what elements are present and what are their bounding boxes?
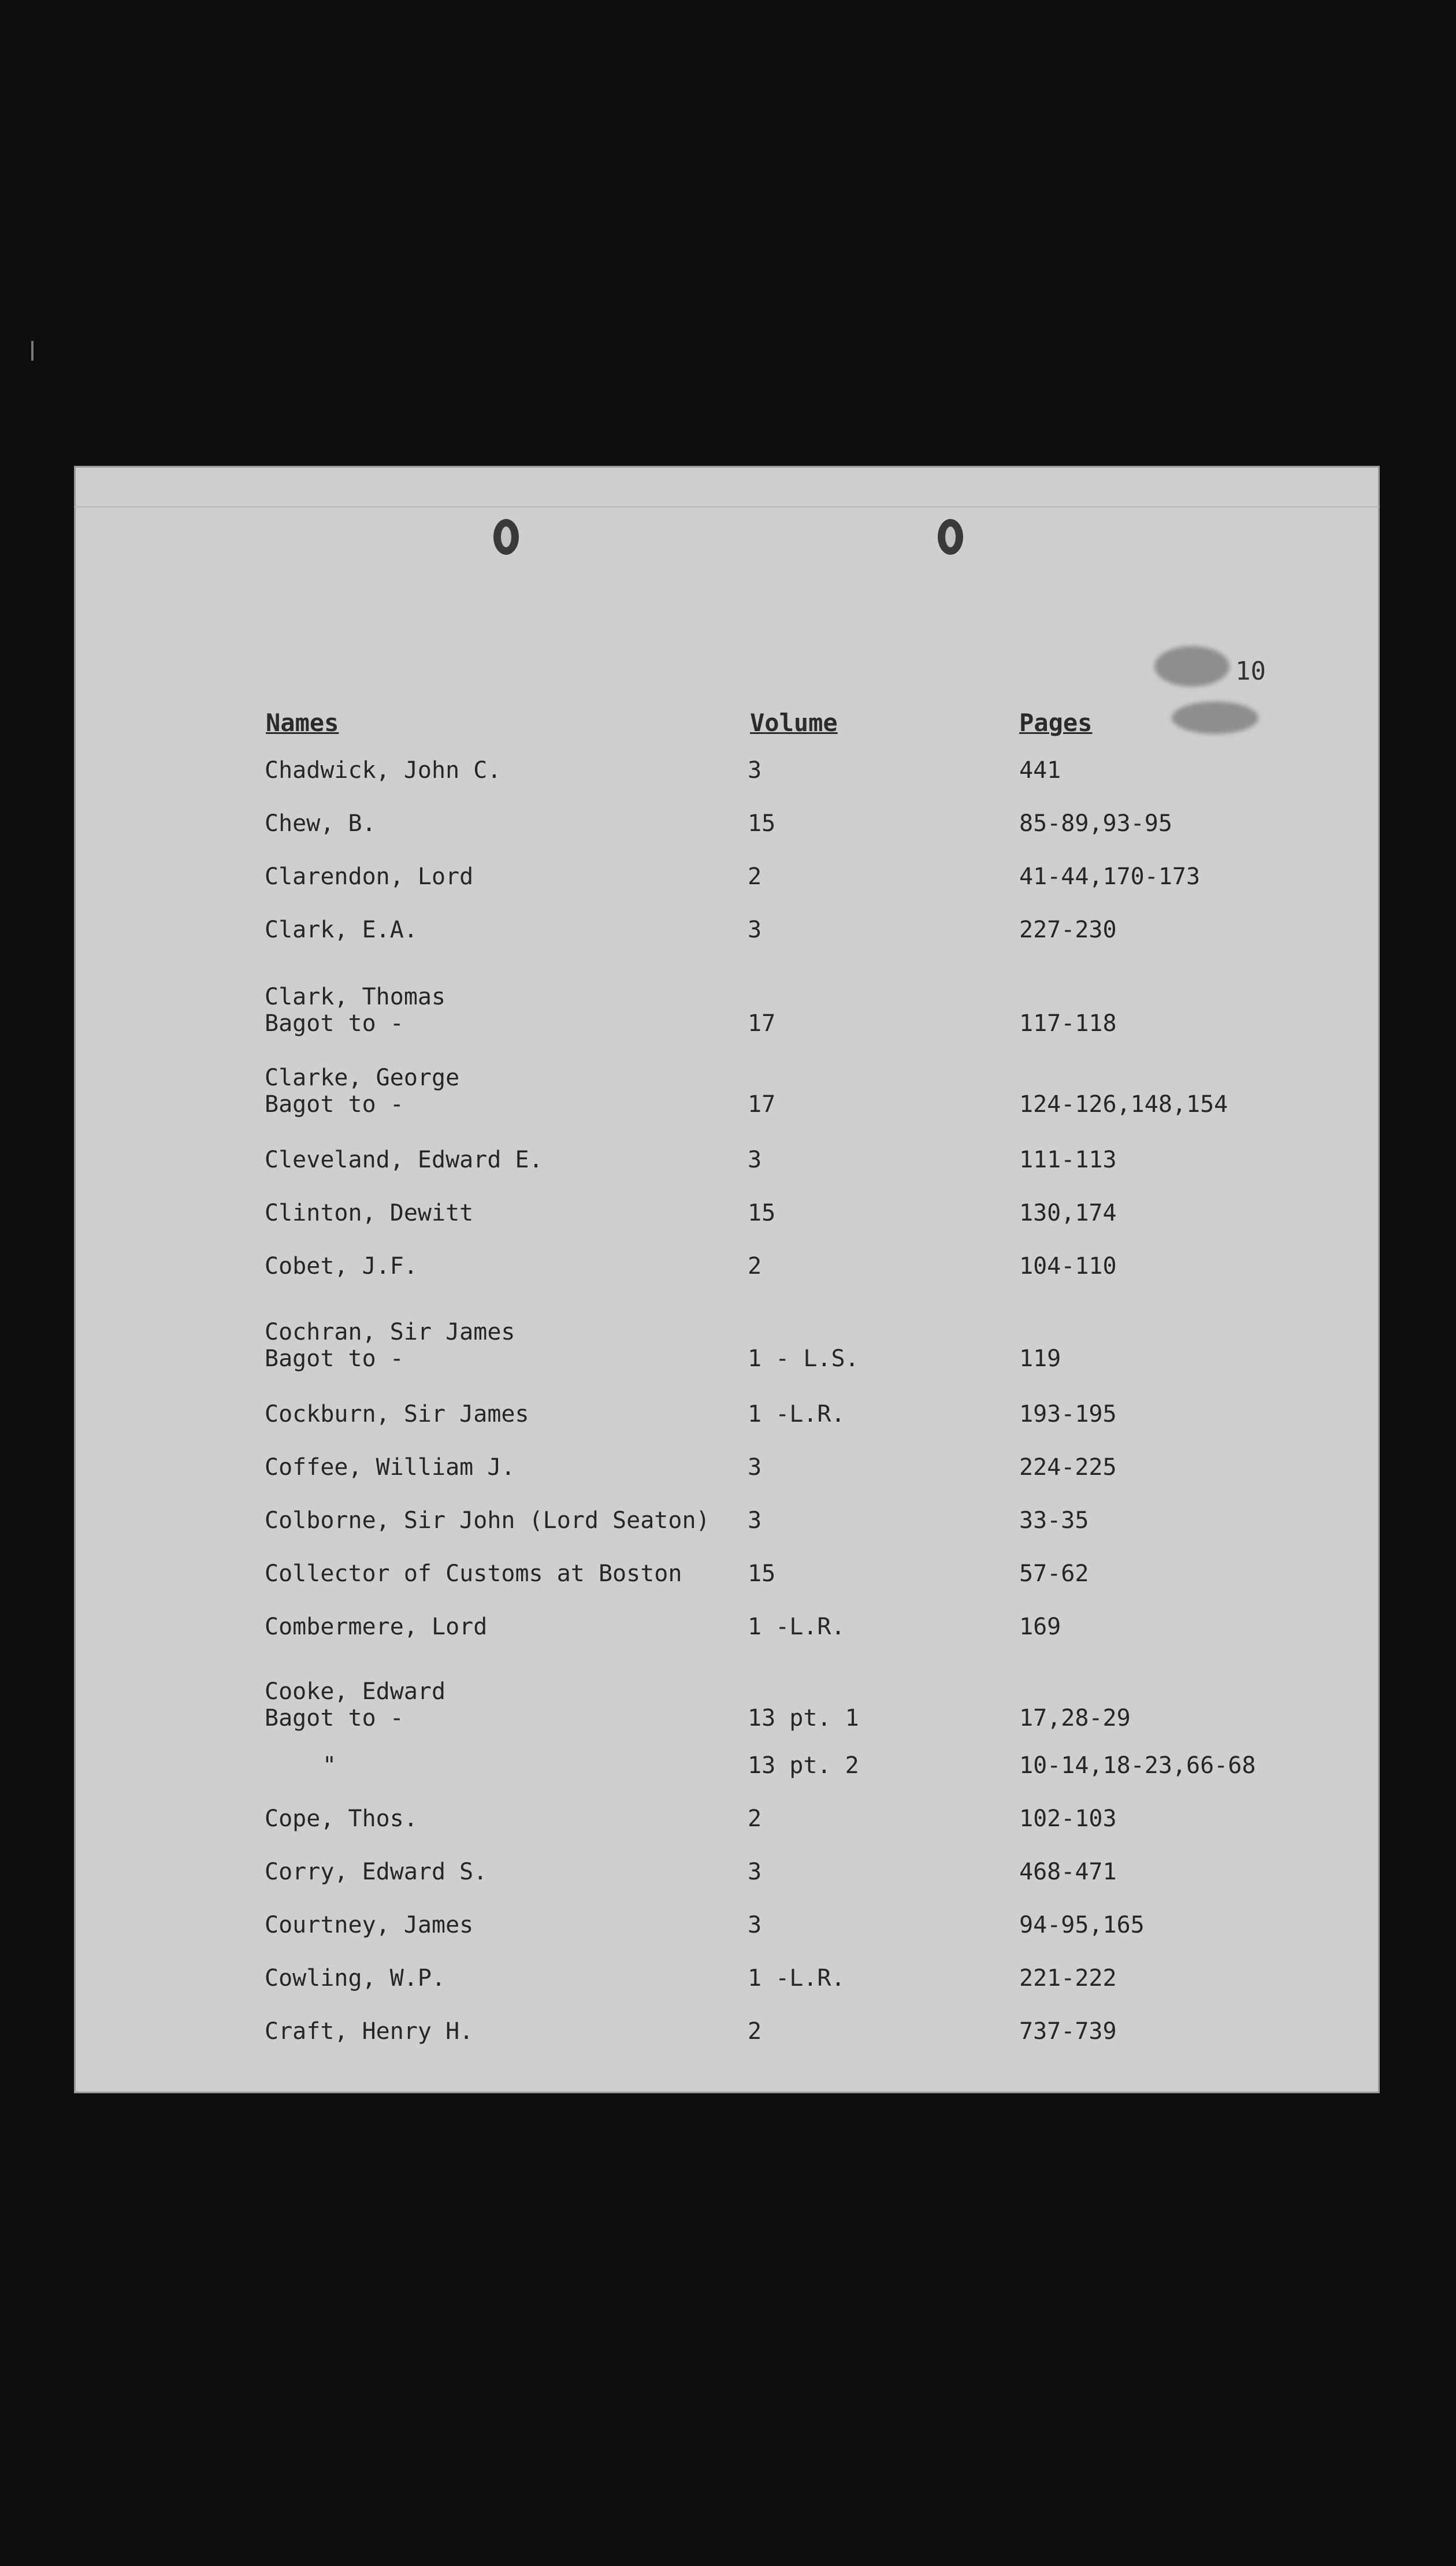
entry-volume: 2: [748, 1253, 762, 1280]
entry-volume: 3: [748, 1859, 762, 1885]
entry-pages: 33-35: [1019, 1507, 1089, 1534]
entry-pages: 10-14,18-23,66-68: [1019, 1752, 1256, 1779]
entry-name: Chew, B.: [265, 810, 376, 837]
entry-pages: 169: [1019, 1614, 1061, 1640]
entry-pages: 57-62: [1019, 1560, 1089, 1587]
entry-pages: 102-103: [1019, 1805, 1117, 1832]
entry-name: Corry, Edward S.: [265, 1859, 488, 1885]
column-header-volume: Volume: [750, 709, 838, 737]
entry-volume: 2: [748, 2018, 762, 2045]
entry-pages: 441: [1019, 757, 1061, 784]
entry-pages: 737-739: [1019, 2018, 1117, 2045]
entry-name: Cooke, Edward: [265, 1678, 446, 1705]
entry-volume: 1 - L.S.: [748, 1345, 859, 1372]
entry-name: Clark, Thomas: [265, 984, 446, 1010]
entry-pages: 119: [1019, 1345, 1061, 1372]
entry-pages: 117-118: [1019, 1010, 1117, 1037]
entry-pages: 124-126,148,154: [1019, 1091, 1228, 1118]
stain-mark: [1172, 702, 1258, 734]
punch-hole-right: [938, 519, 963, 555]
entry-name: Clinton, Dewitt: [265, 1200, 474, 1226]
entry-volume: 15: [748, 1560, 776, 1587]
index-sheet: [74, 466, 1380, 2093]
entry-pages: 17,28-29: [1019, 1705, 1131, 1731]
entry-volume: 15: [748, 1200, 776, 1226]
entry-subtitle: Bagot to -: [265, 1010, 404, 1037]
entry-volume: 3: [748, 1454, 762, 1481]
entry-volume: 3: [748, 1147, 762, 1173]
entry-subtitle: Bagot to -: [265, 1705, 404, 1731]
entry-volume: 13 pt. 2: [748, 1752, 859, 1779]
entry-pages: 85-89,93-95: [1019, 810, 1172, 837]
column-header-names: Names: [266, 709, 339, 737]
entry-volume: 17: [748, 1010, 776, 1037]
entry-volume: 2: [748, 1805, 762, 1832]
entry-volume: 13 pt. 1: [748, 1705, 859, 1731]
entry-volume: 2: [748, 863, 762, 890]
entry-name: Cowling, W.P.: [265, 1965, 446, 1992]
entry-volume: 1 -L.R.: [748, 1965, 845, 1992]
entry-subtitle: Bagot to -: [265, 1091, 404, 1118]
entry-volume: 1 -L.R.: [748, 1401, 845, 1427]
entry-pages: 224-225: [1019, 1454, 1117, 1481]
entry-subtitle: Bagot to -: [265, 1345, 404, 1372]
entry-name: Cleveland, Edward E.: [265, 1147, 543, 1173]
entry-pages: 41-44,170-173: [1019, 863, 1201, 890]
entry-name: ": [322, 1752, 337, 1779]
entry-name: Cochran, Sir James: [265, 1319, 515, 1345]
entry-pages: 468-471: [1019, 1859, 1117, 1885]
entry-volume: 3: [748, 917, 762, 943]
entry-pages: 104-110: [1019, 1253, 1117, 1280]
entry-pages: 193-195: [1019, 1401, 1117, 1427]
entry-pages: 130,174: [1019, 1200, 1117, 1226]
entry-volume: 17: [748, 1091, 776, 1118]
entry-name: Colborne, Sir John (Lord Seaton): [265, 1507, 710, 1534]
entry-pages: 227-230: [1019, 917, 1117, 943]
entry-name: Chadwick, John C.: [265, 757, 502, 784]
entry-pages: 94-95,165: [1019, 1912, 1145, 1938]
entry-name: Clark, E.A.: [265, 917, 418, 943]
entry-name: Craft, Henry H.: [265, 2018, 474, 2045]
entry-volume: 3: [748, 1912, 762, 1938]
entry-name: Cope, Thos.: [265, 1805, 418, 1832]
entry-name: Coffee, William J.: [265, 1454, 515, 1481]
entry-name: Collector of Customs at Boston: [265, 1560, 682, 1587]
entry-pages: 111-113: [1019, 1147, 1117, 1173]
stain-mark: [1154, 646, 1230, 687]
entry-name: Clarke, George: [265, 1065, 460, 1091]
entry-name: Courtney, James: [265, 1912, 474, 1938]
punch-hole-left: [493, 519, 519, 555]
entry-name: Cobet, J.F.: [265, 1253, 418, 1280]
entry-volume: 3: [748, 1507, 762, 1534]
entry-name: Combermere, Lord: [265, 1614, 488, 1640]
film-edge-mark: [31, 341, 34, 361]
entry-name: Cockburn, Sir James: [265, 1401, 529, 1427]
entry-name: Clarendon, Lord: [265, 863, 474, 890]
page-number: 10: [1235, 657, 1266, 686]
entry-volume: 15: [748, 810, 776, 837]
column-header-pages: Pages: [1019, 709, 1093, 737]
entry-volume: 1 -L.R.: [748, 1614, 845, 1640]
entry-volume: 3: [748, 757, 762, 784]
entry-pages: 221-222: [1019, 1965, 1117, 1992]
